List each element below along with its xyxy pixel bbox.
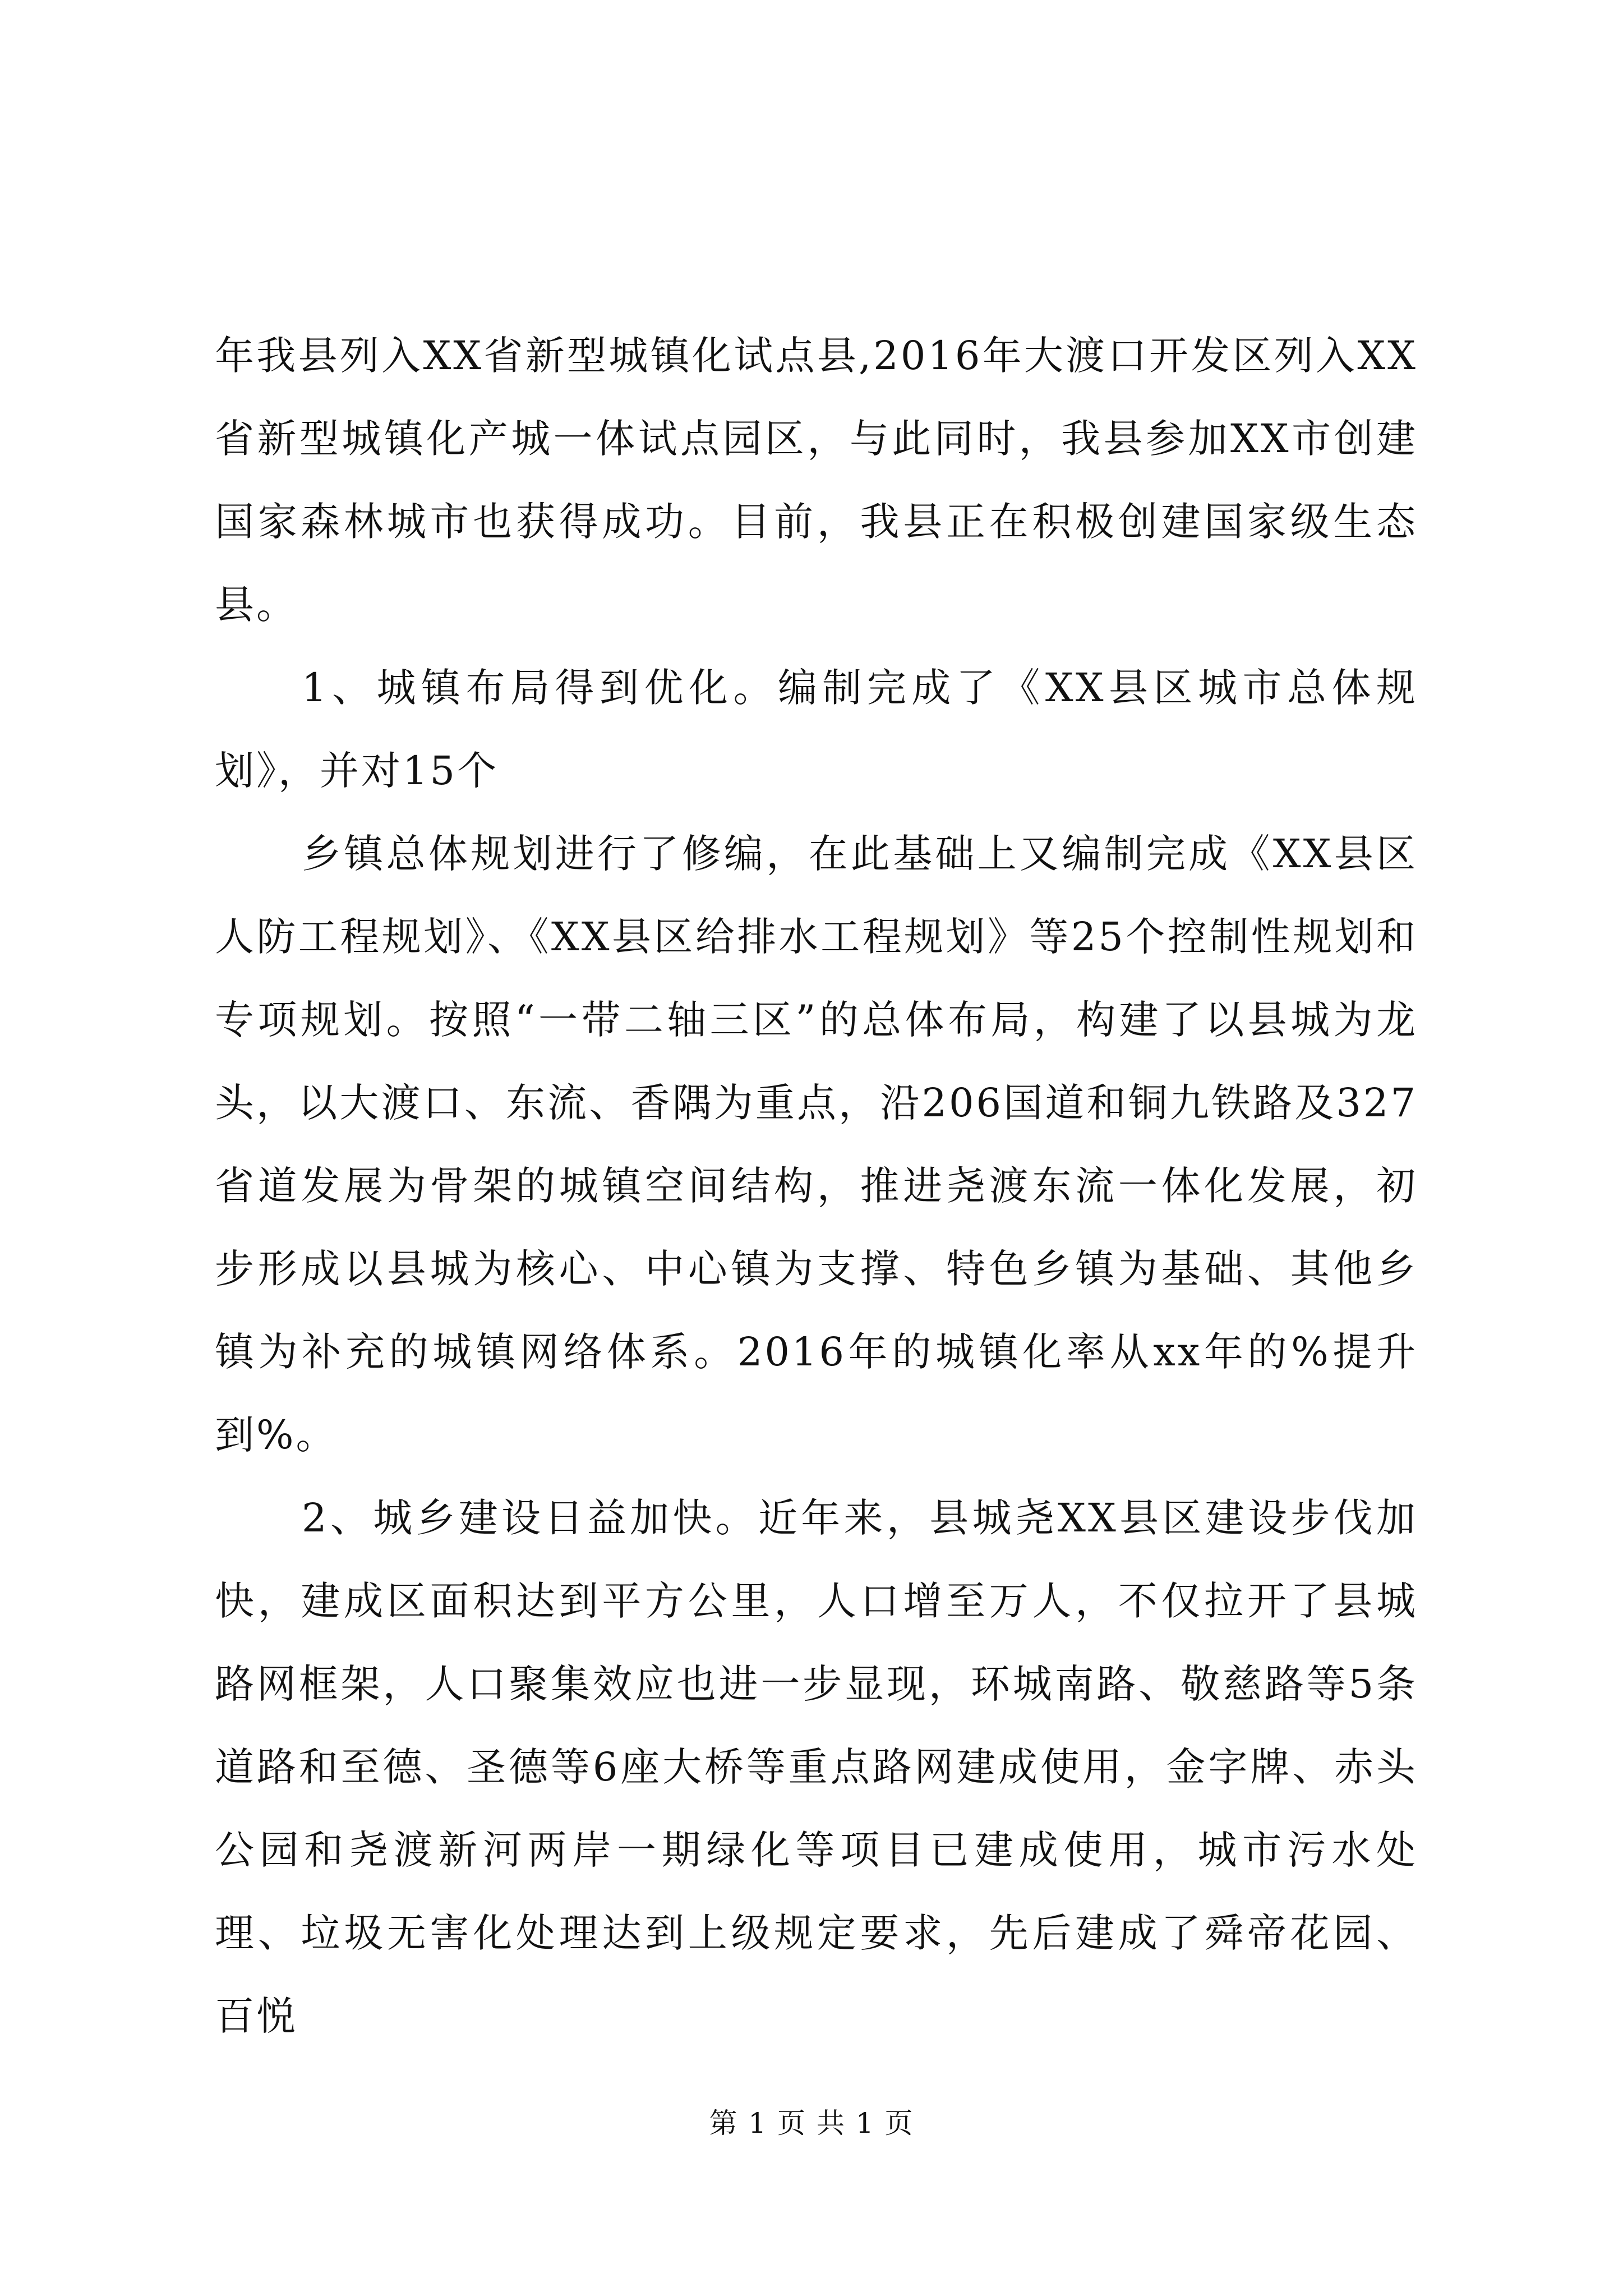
paragraph-construction: 2、城乡建设日益加快。近年来，县城尧XX县区建设步伐加快，建成区面积达到平方公里，人口增至万人，不仅拉开了县城路网框架，人口聚集效应也进一步显现，环城南路、敬慈路等5条道路和至德、圣德等6座大桥等重点路网建成使用，金字牌、赤头公园和尧渡新河两岸一期绿化等项目已建成使用，城市污水处理、垃圾无害化处理达到上级规定要求，先后建成了舜帝花园、百悦 [215, 1495, 1418, 2039]
paragraph-planning: 乡镇总体规划进行了修编，在此基础上又编制完成《XX县区人防工程规划》、《XX县区给排水工程规划》等25个控制性规划和专项规划。按照“一带二轴三区”的总体布局，构建了以县城为龙头，以大渡口、东流、香隅为重点，沿206国道和铜九铁路及327省道发展为骨架的城镇空间结构，推进尧渡东流一体化发展，初步形成以县城为核心、中心镇为支撑、特色乡镇为基础、其他乡镇为补充的城镇网络体系。2016年的城镇化率从xx年的%提升到%。 [215, 831, 1418, 1458]
page-footer: 第 1 页 共 1 页 [709, 2107, 914, 2139]
paragraph-intro: 年我县列入XX省新型城镇化试点县,2016年大渡口开发区列入XX省新型城镇化产城一体试点园区，与此同时，我县参加XX市创建国家森林城市也获得成功。目前，我县正在积极创建国家级生态县。 [215, 333, 1418, 628]
paragraph-urban-layout: 1、城镇布局得到优化。编制完成了《XX县区城市总体规划》，并对15个 [215, 665, 1418, 794]
document-body [215, 314, 1418, 2058]
